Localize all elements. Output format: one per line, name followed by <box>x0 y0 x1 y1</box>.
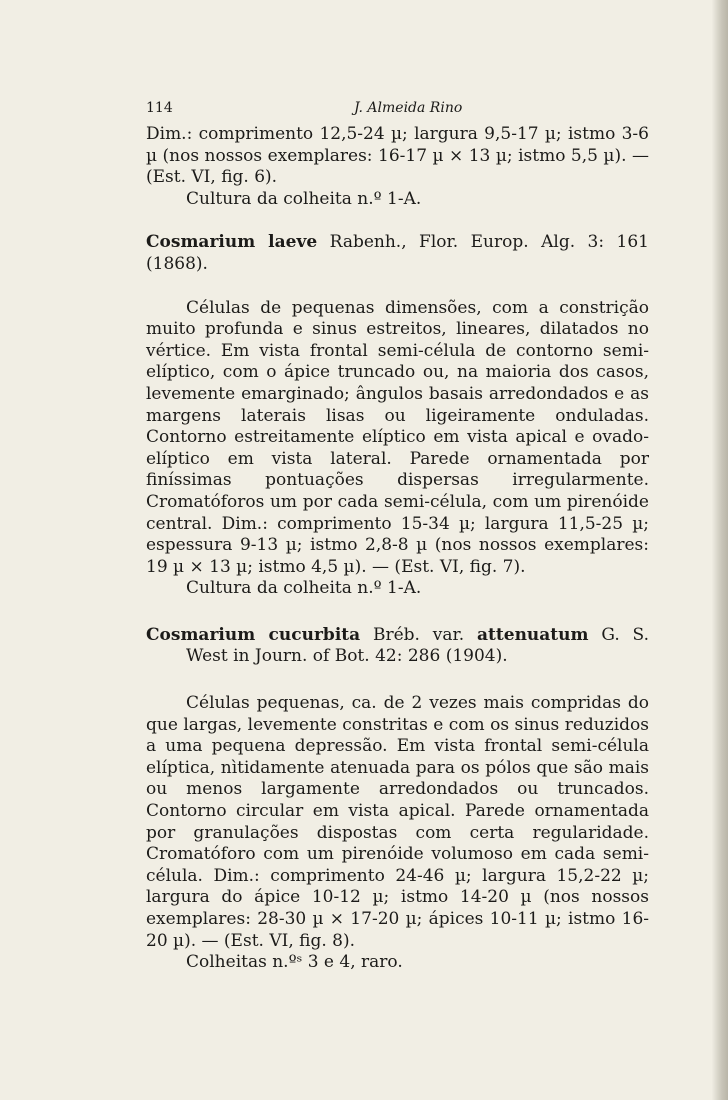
description-paragraph: Células de pequenas dimensões, com a constrição muito profunda e sinus estreitos, lineares, dilatados no vértice. Em vista frontal semi-célula de contorno semi-elíptico, com o ápice truncado ou, na maioria dos casos, levemente emarginado; ângulos basais arredondados e as margens laterais lisas ou ligeiramente onduladas. Contorno estreitamente elíptico em vista apical e ovado-elíptico em vista lateral. Parede ornamentada por finíssimas pontuações dispersas irregularmente. Cromatóforos um por cada semi-célula, com um pirenóide central. Dim.: comprimento 15-34 µ; largura 11,5-25 µ; espessura 9-13 µ; istmo 2,8-8 µ (nos nossos exemplares: 19 µ × 13 µ; istmo 4,5 µ). — (Est. VI, fig. 7). <box>146 297 649 577</box>
species-heading-cucurbita <box>146 625 649 668</box>
dimensions-paragraph: Dim.: comprimento 12,5-24 µ; largura 9,5-17 µ; istmo 3-6 µ (nos nossos exemplares: 16-17 µ × 13 µ; istmo 5,5 µ). — (Est. VI, fig. 6). <box>146 124 649 188</box>
species-citation: Rabenh., Flor. Europ. Alg. 3: 161 (1868). <box>146 232 650 274</box>
page-header <box>146 100 646 120</box>
species-name: Cosmarium laeve <box>146 232 318 253</box>
running-head: J. Almeida Rino <box>354 100 463 116</box>
culture-line: Cultura da colheita n.º 1-A. <box>186 578 422 599</box>
species-name: Cosmarium cucurbita <box>146 624 361 645</box>
species-citation: G. S. West in Journ. of Bot. 42: 286 (1904). <box>186 624 649 667</box>
species-author: Bréb. var. <box>360 624 478 645</box>
description-paragraph: Células pequenas, ca. de 2 vezes mais compridas do que largas, levemente constritas e com os sinus reduzidos a uma pequena depressão. Em vista frontal semi-célula elíptica, nìtidamente atenuada para os pólos que são mais ou menos largamente arredondados ou truncados. Contorno circular em vista apical. Parede ornamentada por granulações dispostas com certa regularidade. Cromatóforo com um pirenóide volumoso em cada semi-célula. Dim.: comprimento 24-46 µ; largura 15,2-22 µ; largura do ápice 10-12 µ; istmo 14-20 µ (nos nossos exemplares: 28-30 µ × 17-20 µ; ápices 10-11 µ; istmo 16-20 µ). — (Est. VI, fig. 8). <box>146 693 649 951</box>
collections-line: Colheitas n.ºˢ 3 e 4, raro. <box>186 952 403 973</box>
variety-name: attenuatum <box>477 624 589 645</box>
culture-line: Cultura da colheita n.º 1-A. <box>186 188 422 209</box>
page-number: 114 <box>146 100 173 116</box>
species-heading-laeve <box>146 232 649 275</box>
page-body <box>146 124 649 974</box>
book-spine-shadow <box>712 0 728 1100</box>
